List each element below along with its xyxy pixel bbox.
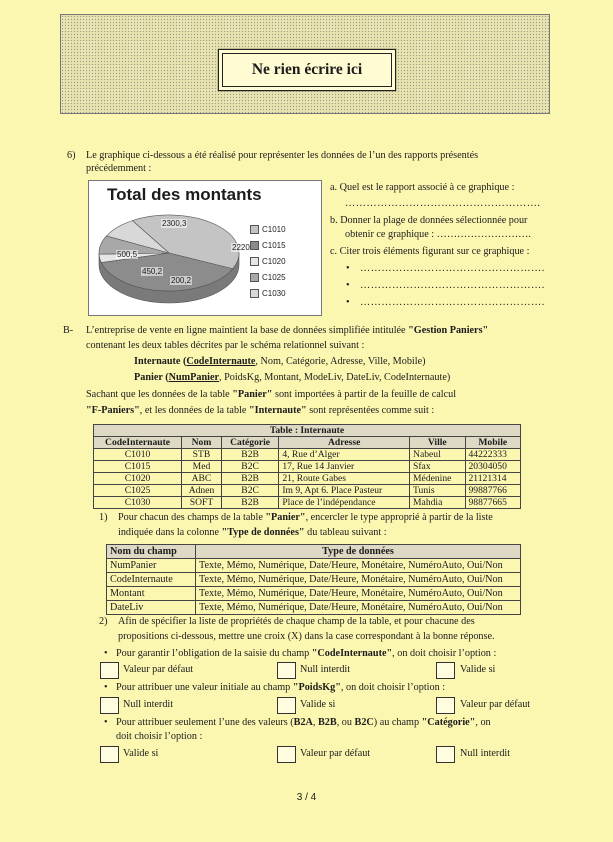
table-cell: C1015 xyxy=(94,461,182,473)
option-label: Null interdit xyxy=(460,748,511,759)
page-number: 3 / 4 xyxy=(296,792,317,803)
text: , Nom, Catégorie, Adresse, Ville, Mobile) xyxy=(255,356,426,367)
table-row xyxy=(94,449,521,461)
checkbox-p3-null-interdit[interactable] xyxy=(436,746,455,763)
table-cell: Mahdia xyxy=(410,497,465,509)
table-cell: ABC xyxy=(182,473,222,485)
table-cell: 99887766 xyxy=(465,485,521,497)
legend-item-c1010 xyxy=(250,225,286,234)
text-bold: "CodeInternaute" xyxy=(311,648,393,659)
do-not-write-banner: Ne rien écrire ici xyxy=(222,53,392,87)
q2-line2: propositions ci-dessous, mettre une croix (X) dans la case correspondant à la bonne réponse. xyxy=(118,631,495,642)
table-row xyxy=(94,497,521,509)
text: , encercler le type approprié à partir de la liste xyxy=(305,512,493,523)
q1-line2 xyxy=(118,527,387,538)
text: L’entreprise de vente en ligne maintient la base de données simplifiée intitulée xyxy=(86,325,409,336)
table-cell: 21121314 xyxy=(465,473,521,485)
text: sont représentées comme suit : xyxy=(306,405,435,416)
primary-key: NumPanier xyxy=(168,372,219,383)
q2-number: 2) xyxy=(99,616,108,627)
column-header: Ville xyxy=(410,437,465,449)
text-bold: B2C xyxy=(354,717,374,728)
checkbox-p1-null-interdit[interactable] xyxy=(277,662,296,679)
legend-label: C1015 xyxy=(262,241,286,250)
section-b-sachant2 xyxy=(86,405,434,416)
checkbox-p1-valide-si[interactable] xyxy=(436,662,455,679)
q6-b1: b. Donner la plage de données sélectionnée pour xyxy=(330,215,528,226)
option-label: Valide si xyxy=(300,699,336,710)
legend-item-c1025 xyxy=(250,273,286,282)
table-row xyxy=(107,559,521,573)
q2-prop1 xyxy=(116,648,496,659)
data-type-options-cell[interactable]: Texte, Mémo, Numérique, Date/Heure, Monétaire, NuméroAuto, Oui/Non xyxy=(196,573,521,587)
table-cell: C1010 xyxy=(94,449,182,461)
text-bold: "F-Paniers" xyxy=(86,405,140,416)
q6-b2[interactable]: obtenir ce graphique : ………………………. xyxy=(345,229,531,240)
column-header: Nom xyxy=(182,437,222,449)
answer-line[interactable]: ……………………………………………. xyxy=(360,297,545,308)
field-name-cell: NumPanier xyxy=(107,559,196,573)
legend-swatch xyxy=(250,225,259,234)
q2-prop3-line2: doit choisir l’option : xyxy=(116,731,203,742)
section-b-intro2: contenant les deux tables décrites par le schéma relationnel suivant : xyxy=(86,340,365,351)
section-b-sachant1 xyxy=(86,389,456,400)
text: Pour attribuer seulement l’une des valeurs ( xyxy=(116,717,294,728)
text-bold: B2A xyxy=(293,717,313,728)
table-cell: C1030 xyxy=(94,497,182,509)
bullet: • xyxy=(104,682,108,693)
q6-line2: précédemment : xyxy=(86,163,152,174)
table-row xyxy=(107,587,521,601)
text-bold: "PoidsKg" xyxy=(292,682,341,693)
table-cell: 21, Route Gabes xyxy=(279,473,410,485)
table-cell: C1020 xyxy=(94,473,182,485)
table-data-types xyxy=(106,544,521,615)
chart-title: Total des montants xyxy=(107,185,262,204)
slice-label-c1010: 2300,3 xyxy=(162,219,187,228)
text-bold: "Internaute" xyxy=(248,405,307,416)
data-type-options-cell[interactable]: Texte, Mémo, Numérique, Date/Heure, Monétaire, NuméroAuto, Oui/Non xyxy=(196,587,521,601)
table-cell: SOFT xyxy=(182,497,222,509)
checkbox-p2-valeur-par-defaut[interactable] xyxy=(436,697,455,714)
bullet: • xyxy=(104,648,108,659)
data-type-options-cell[interactable]: Texte, Mémo, Numérique, Date/Heure, Monétaire, NuméroAuto, Oui/Non xyxy=(196,559,521,573)
text: Pour attribuer une valeur initiale au champ xyxy=(116,682,293,693)
text-bold: B2B xyxy=(318,717,337,728)
option-label: Valeur par défaut xyxy=(300,748,371,759)
field-name-cell: CodeInternaute xyxy=(107,573,196,587)
text: , et les données de la table xyxy=(139,405,249,416)
table-cell: B2B xyxy=(221,497,278,509)
q1-line1 xyxy=(118,512,493,523)
checkbox-p3-valide-si[interactable] xyxy=(100,746,119,763)
data-type-options-cell[interactable]: Texte, Mémo, Numérique, Date/Heure, Monétaire, NuméroAuto, Oui/Non xyxy=(196,601,521,615)
option-label: Valide si xyxy=(123,748,159,759)
text-bold: "Panier" xyxy=(232,389,273,400)
legend-label: C1020 xyxy=(262,257,286,266)
checkbox-p1-valeur-par-defaut[interactable] xyxy=(100,662,119,679)
schema-internaute xyxy=(134,356,426,367)
table-cell: Nabeul xyxy=(410,449,465,461)
text: Pour garantir l’obligation de la saisie du champ xyxy=(116,648,312,659)
column-header: Nom du champ xyxy=(107,545,196,559)
q2-line1: Afin de spécifier la liste de propriétés de chaque champ de la table, et pour chacune des xyxy=(118,616,475,627)
table-cell: Place de l’indépendance xyxy=(279,497,410,509)
section-b-label: B- xyxy=(63,325,74,336)
answer-line[interactable]: ……………………………………………. xyxy=(360,280,545,291)
pie-chart xyxy=(88,180,322,316)
answer-line[interactable]: ……………………………………………. xyxy=(360,263,545,274)
table-row xyxy=(94,485,521,497)
table-cell: 20304050 xyxy=(465,461,521,473)
table-cell: 4, Rue d’Alger xyxy=(279,449,410,461)
q6-a: a. Quel est le rapport associé à ce graphique : xyxy=(330,182,515,193)
table-header-row xyxy=(107,545,521,559)
checkbox-p2-valide-si[interactable] xyxy=(277,697,296,714)
text: , on doit choisir l’option : xyxy=(392,648,497,659)
table-cell: B2B xyxy=(221,473,278,485)
table-row xyxy=(94,461,521,473)
table-cell: C1025 xyxy=(94,485,182,497)
table-caption: Table : Internaute xyxy=(94,425,521,437)
answer-line[interactable]: ………………………………………………. xyxy=(345,198,541,209)
text: ) au champ xyxy=(373,717,422,728)
legend-swatch xyxy=(250,257,259,266)
bullet: • xyxy=(346,280,350,291)
table-cell: Med xyxy=(182,461,222,473)
column-header: CodeInternaute xyxy=(94,437,182,449)
table-row xyxy=(107,573,521,587)
q1-number: 1) xyxy=(99,512,108,523)
text: , on xyxy=(475,717,491,728)
table-row xyxy=(107,601,521,615)
text: sont importées à partir de la feuille de calcul xyxy=(272,389,457,400)
column-header: Mobile xyxy=(465,437,521,449)
text-bold: Panier ( xyxy=(134,372,169,383)
column-header: Catégorie xyxy=(221,437,278,449)
table-row xyxy=(94,473,521,485)
text-bold: Internaute ( xyxy=(134,356,187,367)
text: Sachant que les données de la table xyxy=(86,389,233,400)
table-cell: 98877665 xyxy=(465,497,521,509)
text: , xyxy=(312,717,319,728)
legend-label: C1010 xyxy=(262,225,286,234)
table-cell: 17, Rue 14 Janvier xyxy=(279,461,410,473)
schema-panier xyxy=(134,372,450,383)
checkbox-p2-null-interdit[interactable] xyxy=(100,697,119,714)
bullet: • xyxy=(104,717,108,728)
legend-label: C1030 xyxy=(262,289,286,298)
option-label: Null interdit xyxy=(123,699,174,710)
option-label: Null interdit xyxy=(300,664,351,675)
text: , ou xyxy=(336,717,355,728)
q6-line1: Le graphique ci-dessous a été réalisé pour représenter les données de l’un des rapports présentés xyxy=(86,150,479,161)
text-bold: "Gestion Paniers" xyxy=(408,325,489,336)
legend-swatch xyxy=(250,241,259,250)
table-cell: 44222333 xyxy=(465,449,521,461)
table-cell: Médenine xyxy=(410,473,465,485)
bullet: • xyxy=(346,263,350,274)
table-internaute xyxy=(93,424,521,509)
legend-item-c1030 xyxy=(250,289,286,298)
column-header: Type de données xyxy=(196,545,521,559)
table-cell: Adnen xyxy=(182,485,222,497)
table-cell: Sfax xyxy=(410,461,465,473)
table-cell: STB xyxy=(182,449,222,461)
slice-label-c1030: 500,5 xyxy=(117,250,138,259)
column-header: Adresse xyxy=(279,437,410,449)
legend-swatch xyxy=(250,289,259,298)
table-cell: B2C xyxy=(221,461,278,473)
text-bold: "Catégorie" xyxy=(421,717,476,728)
primary-key: CodeInternaute xyxy=(186,356,256,367)
q6-number: 6) xyxy=(67,150,76,161)
bullet: • xyxy=(346,297,350,308)
table-cell: B2C xyxy=(221,485,278,497)
q2-prop2 xyxy=(116,682,445,693)
slice-label-c1015: 2220 xyxy=(232,243,250,252)
option-label: Valeur par défaut xyxy=(123,664,194,675)
field-name-cell: Montant xyxy=(107,587,196,601)
legend-label: C1025 xyxy=(262,273,286,282)
text: Pour chacun des champs de la table xyxy=(118,512,266,523)
table-cell: Tunis xyxy=(410,485,465,497)
table-cell: Im 9, Apt 6. Place Pasteur xyxy=(279,485,410,497)
text-bold: "Panier" xyxy=(265,512,306,523)
q2-prop3 xyxy=(116,717,491,728)
q6-c: c. Citer trois éléments figurant sur ce graphique : xyxy=(330,246,530,257)
legend-swatch xyxy=(250,273,259,282)
text: du tableau suivant : xyxy=(304,527,387,538)
text: indiquée dans la colonne xyxy=(118,527,222,538)
option-label: Valeur par défaut xyxy=(460,699,531,710)
slice-label-c1025: 450,2 xyxy=(142,267,163,276)
slice-label-c1020: 200,2 xyxy=(171,276,192,285)
legend-item-c1020 xyxy=(250,257,286,266)
text: , on doit choisir l’option : xyxy=(340,682,446,693)
checkbox-p3-valeur-par-defaut[interactable] xyxy=(277,746,296,763)
table-header-row xyxy=(94,437,521,449)
text-bold: "Type de données" xyxy=(221,527,305,538)
section-b-intro1 xyxy=(86,325,488,336)
legend-item-c1015 xyxy=(250,241,286,250)
table-cell: B2B xyxy=(221,449,278,461)
text: , PoidsKg, Montant, ModeLiv, DateLiv, CodeInternaute) xyxy=(219,372,451,383)
option-label: Valide si xyxy=(460,664,496,675)
field-name-cell: DateLiv xyxy=(107,601,196,615)
